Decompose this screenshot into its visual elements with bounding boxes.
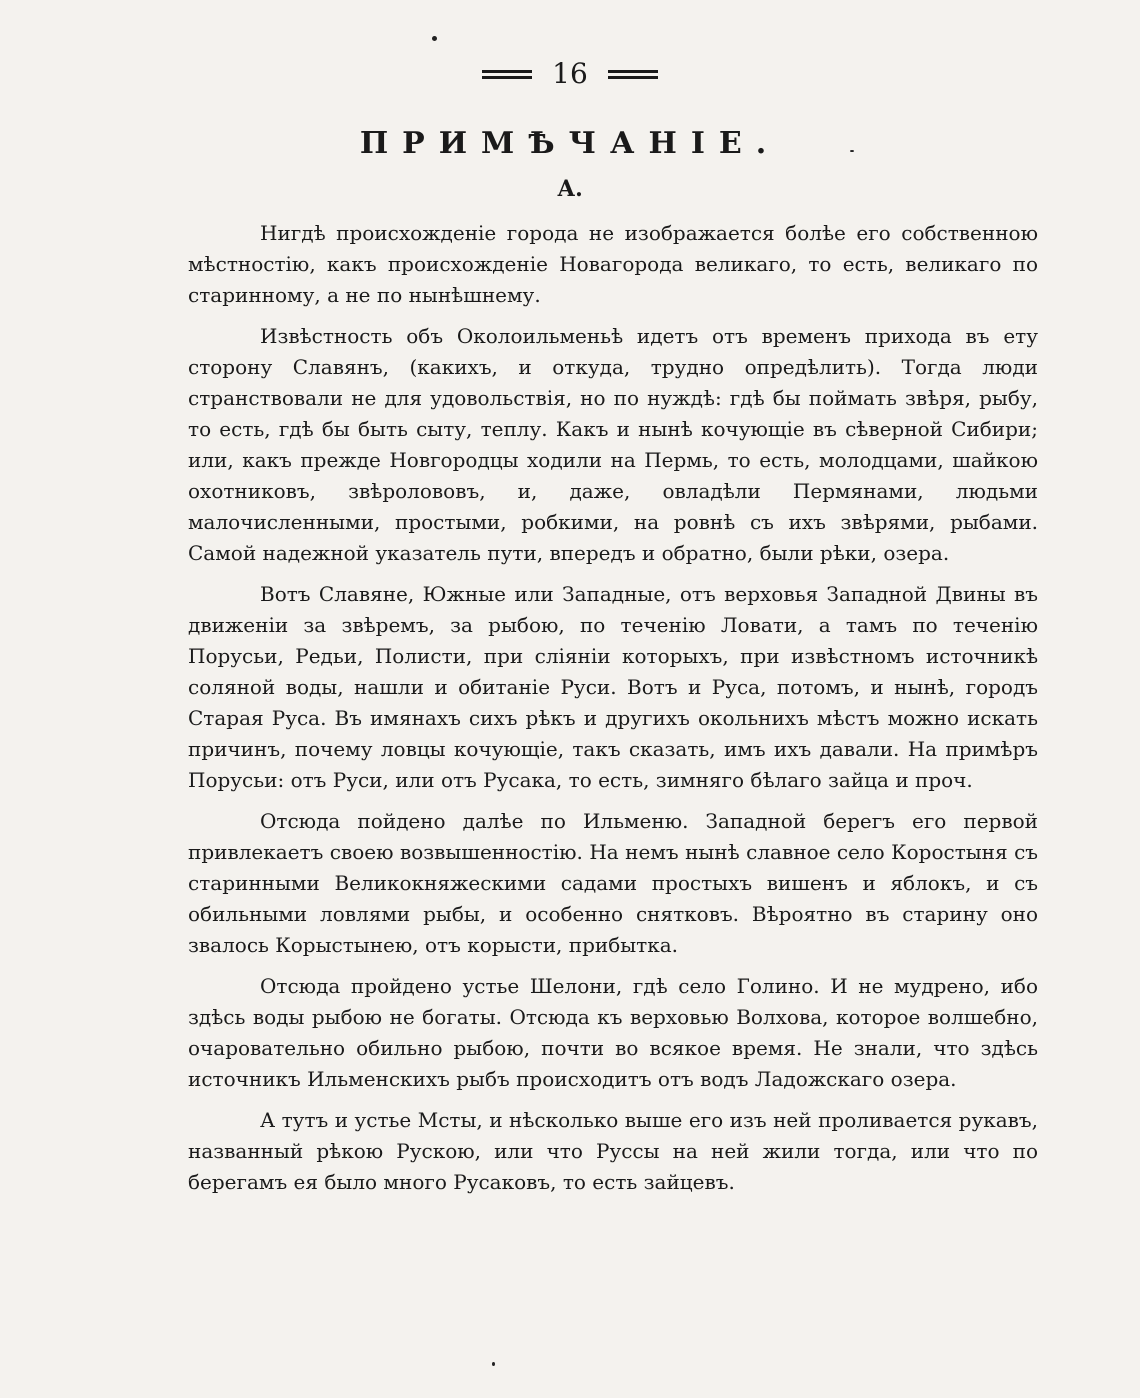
ink-speck xyxy=(850,150,854,152)
ink-speck xyxy=(432,36,437,41)
paragraph: Извѣстность объ Околоильменьѣ идетъ отъ временъ прихода въ ету сторону Славянъ, (какихъ, и откуда, трудно опредѣлить). Тогда люди странствовали не для удовольствія, но по нуждѣ: гдѣ бы поймать звѣря, рыбу, то есть, гдѣ бы быть сыту, теплу. Какъ и нынѣ кочующіе въ сѣверной Сибири; или, какъ прежде Новгородцы ходили на Пермь, то есть, молодцами, шайкою охотниковъ, звѣролововъ, и, даже, овладѣли Пермянами, людьми малочисленными, простыми, робкими, на ровнѣ съ ихъ звѣрями, рыбами. Самой надежной указатель пути, впередъ и обратно, были рѣки, озера. xyxy=(188,324,1038,565)
header-rule-right xyxy=(608,70,658,79)
paragraph: Нигдѣ происхожденіе города не изображается болѣе его собственною мѣстностію, какъ происхожденіе Новагорода великаго, то есть, великаго по старинному, а не по нынѣшнему. xyxy=(188,221,1038,307)
page-header xyxy=(0,57,1140,90)
paragraph: Вотъ Славяне, Южные или Западные, отъ верховья Западной Двины въ движеніи за звѣремъ, за рыбою, по теченію Ловати, а тамъ по теченію Порусьи, Редьи, Полисти, при сліяніи которыхъ, при извѣстномъ источникѣ соляной воды, нашли и обитаніе Руси. Вотъ и Руса, потомъ, и нынѣ, городъ Старая Руса. Въ имянахъ сихъ рѣкъ и другихъ окольнихъ мѣстъ можно искать причинъ, почему ловцы кочующіе, такъ сказать, имъ ихъ давали. На примѣръ Порусьи: отъ Руси, или отъ Русака, то есть, зимняго бѣлаго зайца и проч. xyxy=(188,582,1038,792)
paragraph: А тутъ и устье Мсты, и нѣсколько выше его изъ ней проливается рукавъ, названный рѣкою Рускою, или что Руссы на ней жили тогда, или что по берегамъ ея было много Русаковъ, то есть зайцевъ. xyxy=(188,1108,1038,1194)
page-number: 16 xyxy=(552,57,588,90)
body-text xyxy=(188,218,1038,1198)
section-letter: А. xyxy=(557,176,583,202)
header-rule-left xyxy=(482,70,532,79)
paragraph: Отсюда пойдено далѣе по Ильменю. Западной берегъ его первой привлекаетъ своею возвышенностію. На немъ нынѣ славное село Коростыня съ старинными Великокняжескими садами простыхъ вишенъ и яблокъ, и съ обильными ловлями рыбы, и особенно снятковъ. Вѣроятно въ старину оно звалось Корыстынею, отъ корысти, прибытка. xyxy=(188,809,1038,957)
paragraph: Отсюда пройдено устье Шелони, гдѣ село Голино. И не мудрено, ибо здѣсь воды рыбою не богаты. Отсюда къ верховью Волхова, которое волшебно, очаровательно обильно рыбою, почти во всякое время. Не знали, что здѣсь источникъ Ильменскихъ рыбъ происходитъ отъ водъ Ладожскаго озера. xyxy=(188,974,1038,1091)
page-title: ПРИМѢЧАНІЕ. xyxy=(359,126,781,161)
ink-speck xyxy=(492,1362,495,1366)
